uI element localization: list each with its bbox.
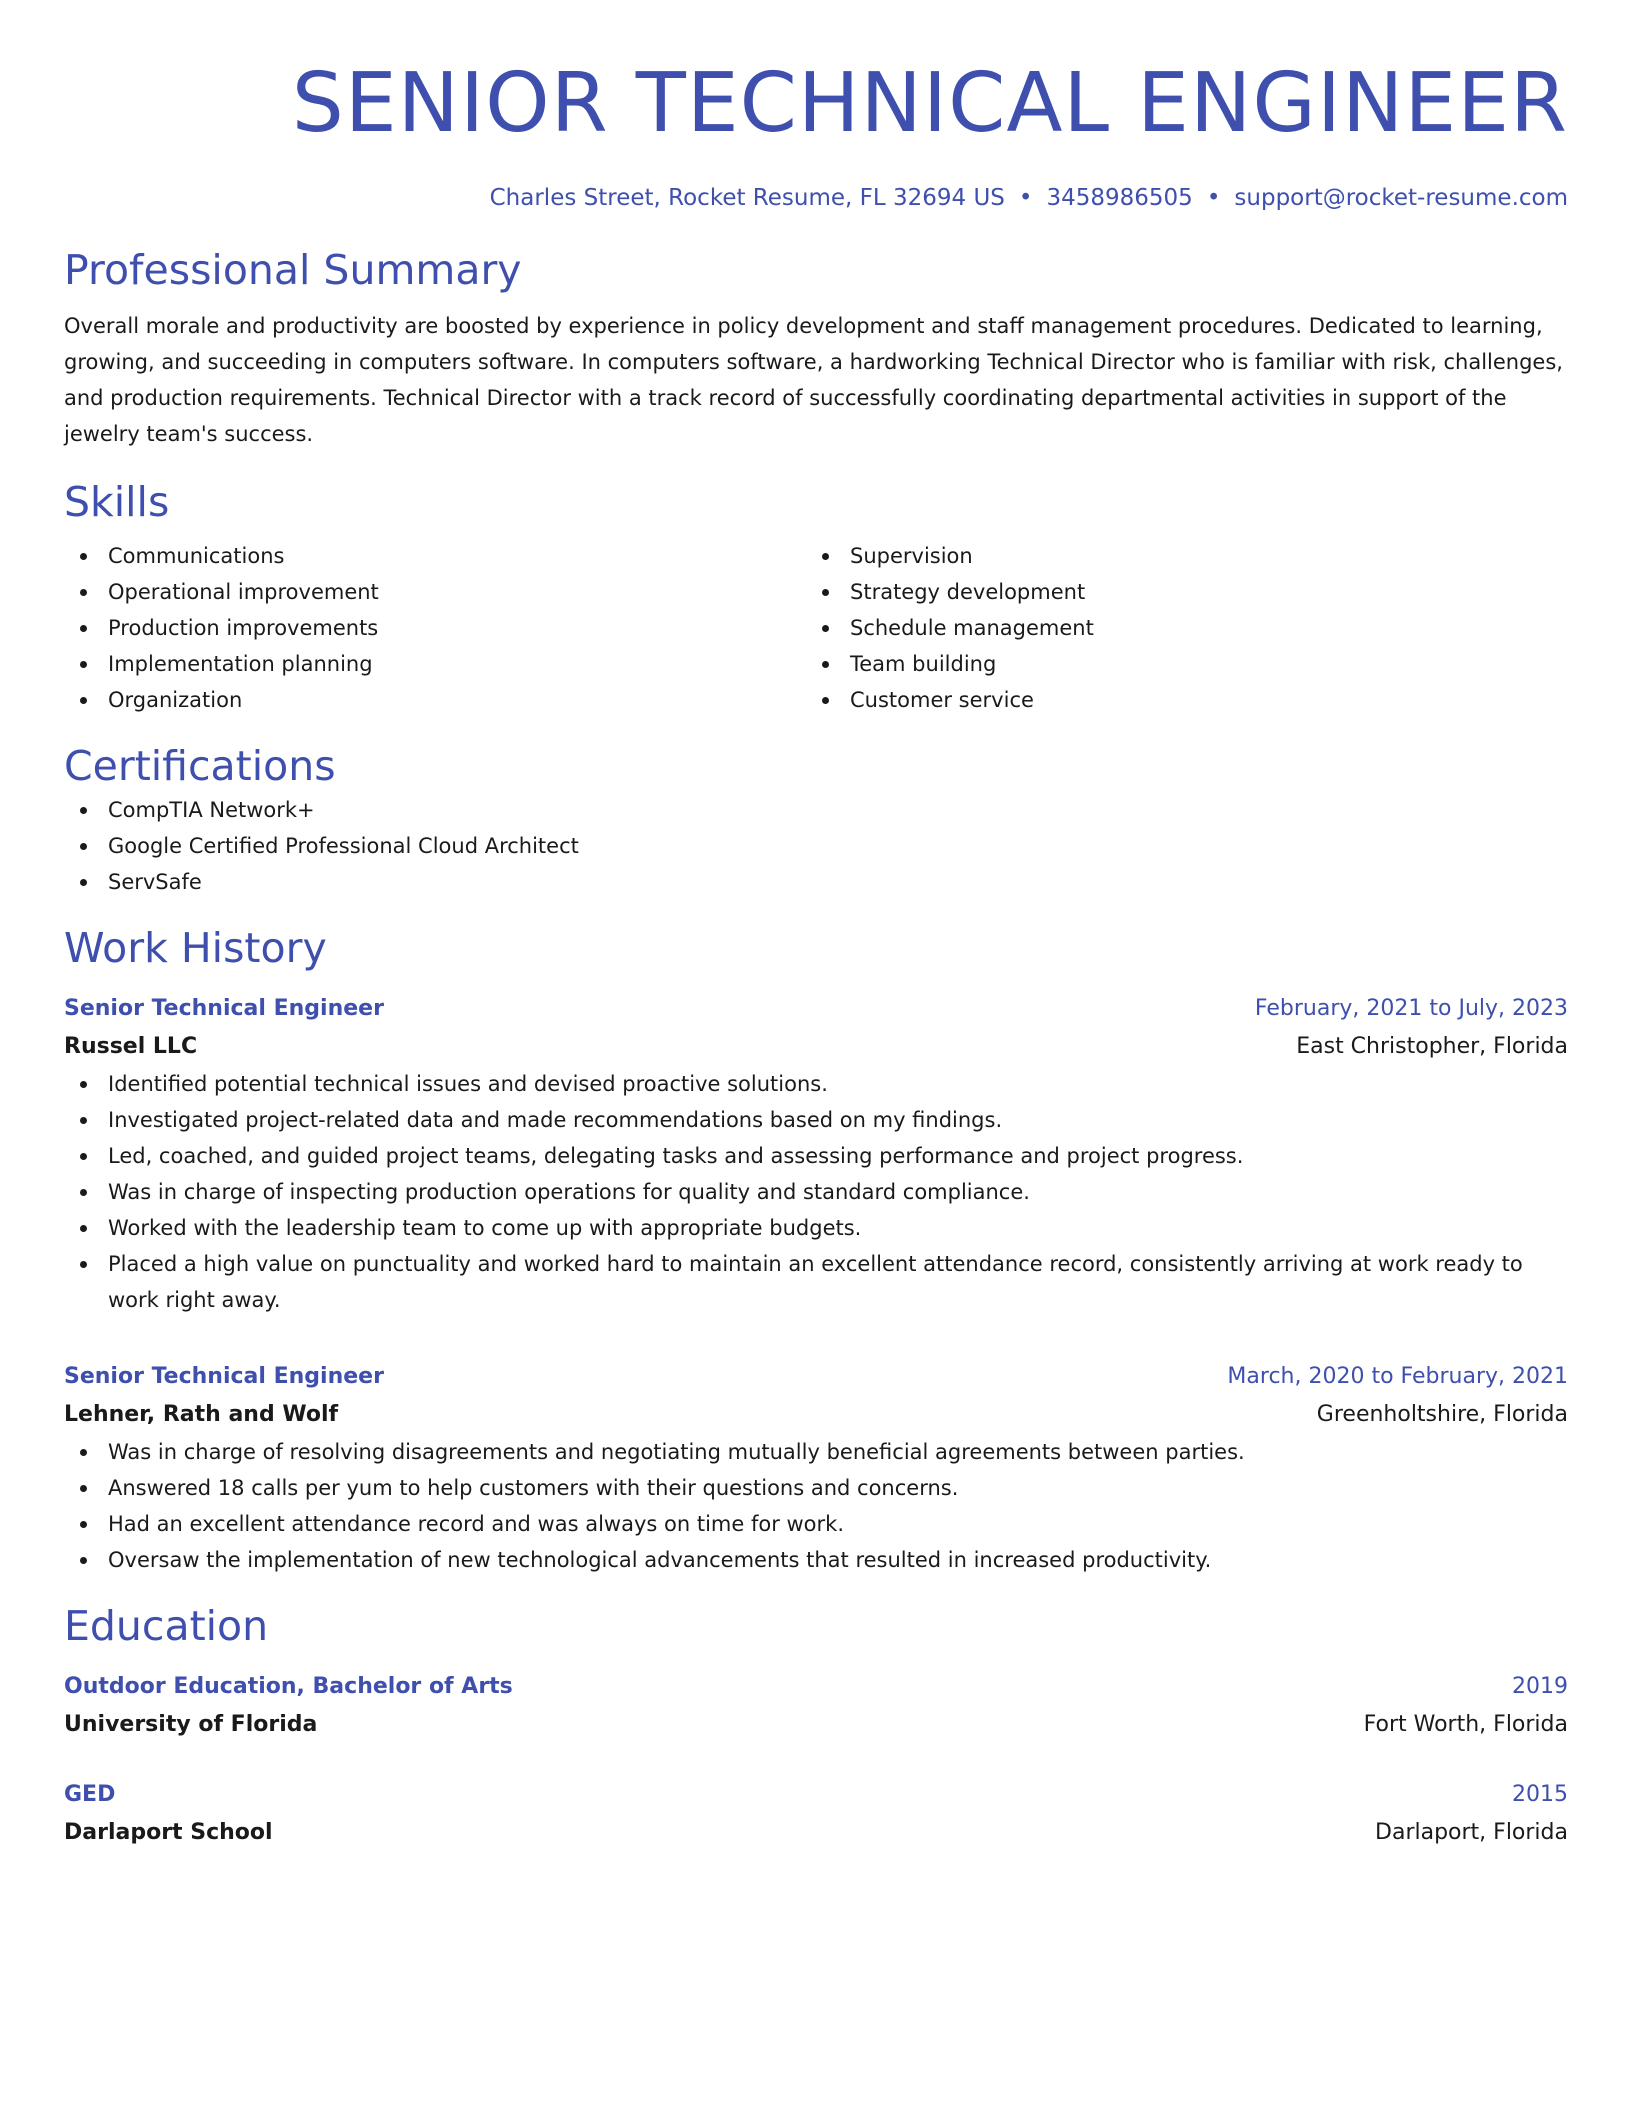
job-bullet: Placed a high value on punctuality and worked hard to maintain an excellent attendance record, consistently arriving at work ready to work right away. [64, 1246, 1568, 1318]
contact-phone: 3458986505 [1046, 185, 1193, 211]
certification-item: ServSafe [64, 864, 1568, 900]
education-heading: Education [64, 1602, 269, 1650]
job-bullet: Was in charge of inspecting production operations for quality and standard compliance. [64, 1174, 1568, 1210]
job-dates: March, 2020 to February, 2021 [1227, 1364, 1568, 1389]
education-entry [64, 1668, 1568, 1744]
skill-item: Schedule management [806, 610, 1548, 646]
job-location: East Christopher, Florida [1296, 1034, 1568, 1059]
skill-item: Production improvements [64, 610, 806, 646]
job-company: Lehner, Rath and Wolf [64, 1402, 339, 1427]
education-school: Darlaport School [64, 1820, 273, 1845]
skill-item: Supervision [806, 538, 1548, 574]
job-bullet: Was in charge of resolving disagreements and negotiating mutually beneficial agreements between parties. [64, 1434, 1568, 1470]
job-bullet: Answered 18 calls per yum to help customers with their questions and concerns. [64, 1470, 1568, 1506]
education-location: Fort Worth, Florida [1363, 1712, 1568, 1737]
education-school-row [64, 1706, 1568, 1744]
skill-item: Organization [64, 682, 806, 718]
education-year: 2015 [1512, 1782, 1568, 1807]
job-bullet: Identified potential technical issues and devised proactive solutions. [64, 1066, 1568, 1102]
skill-item: Strategy development [806, 574, 1548, 610]
skills-heading: Skills [64, 478, 170, 526]
job-title: Senior Technical Engineer [64, 996, 384, 1021]
skill-item: Team building [806, 646, 1548, 682]
skills-list-right [806, 538, 1548, 718]
skills-list-left [64, 538, 806, 718]
contact-separator: • [1018, 185, 1033, 211]
skills-grid [64, 538, 1568, 718]
certification-item: CompTIA Network+ [64, 792, 1568, 828]
education-header-row [64, 1776, 1568, 1814]
certifications-list [64, 792, 1568, 900]
education-degree: Outdoor Education, Bachelor of Arts [64, 1674, 513, 1699]
education-school: University of Florida [64, 1712, 318, 1737]
certification-item: Google Certified Professional Cloud Architect [64, 828, 1568, 864]
contact-line [64, 182, 1568, 214]
job-company: Russel LLC [64, 1034, 198, 1059]
job-header-row [64, 1358, 1568, 1396]
education-location: Darlaport, Florida [1375, 1820, 1568, 1845]
job-entry [64, 1358, 1568, 1578]
job-title: Senior Technical Engineer [64, 1364, 384, 1389]
contact-separator: • [1206, 185, 1221, 211]
education-year: 2019 [1512, 1674, 1568, 1699]
job-bullet: Worked with the leadership team to come up with appropriate budgets. [64, 1210, 1568, 1246]
education-entry [64, 1776, 1568, 1852]
summary-heading: Professional Summary [64, 246, 522, 294]
resume-page [64, 56, 1568, 1852]
education-degree: GED [64, 1782, 116, 1807]
skill-item: Communications [64, 538, 806, 574]
job-company-row [64, 1028, 1568, 1066]
summary-text: Overall morale and productivity are boosted by experience in policy development and staff management procedures. Dedicated to learning, growing, and succeeding in computers software. In computers software, a hardworking Technical Director who is familiar with risk, challenges, and production requirements. Technical Director with a track record of successfully coordinating departmental activities in support of the jewelry team's success. [64, 314, 1563, 446]
certifications-heading: Certifications [64, 742, 336, 790]
job-header-row [64, 990, 1568, 1028]
contact-address: Charles Street, Rocket Resume, FL 32694 US [489, 185, 1005, 211]
job-bullet: Had an excellent attendance record and was always on time for work. [64, 1506, 1568, 1542]
job-entry [64, 990, 1568, 1318]
job-dates: February, 2021 to July, 2023 [1254, 996, 1568, 1021]
job-bullet: Investigated project-related data and made recommendations based on my findings. [64, 1102, 1568, 1138]
skill-item: Operational improvement [64, 574, 806, 610]
job-location: Greenholtshire, Florida [1316, 1402, 1568, 1427]
job-bullets [64, 1066, 1568, 1318]
job-bullets [64, 1434, 1568, 1578]
skill-item: Customer service [806, 682, 1548, 718]
education-school-row [64, 1814, 1568, 1852]
skill-item: Implementation planning [64, 646, 806, 682]
resume-name: SENIOR TECHNICAL ENGINEER [291, 56, 1568, 151]
job-company-row [64, 1396, 1568, 1434]
education-header-row [64, 1668, 1568, 1706]
contact-email: support@rocket-resume.com [1234, 185, 1568, 211]
job-bullet: Led, coached, and guided project teams, delegating tasks and assessing performance and project progress. [64, 1138, 1568, 1174]
job-bullet: Oversaw the implementation of new technological advancements that resulted in increased productivity. [64, 1542, 1568, 1578]
work-history-heading: Work History [64, 924, 327, 972]
